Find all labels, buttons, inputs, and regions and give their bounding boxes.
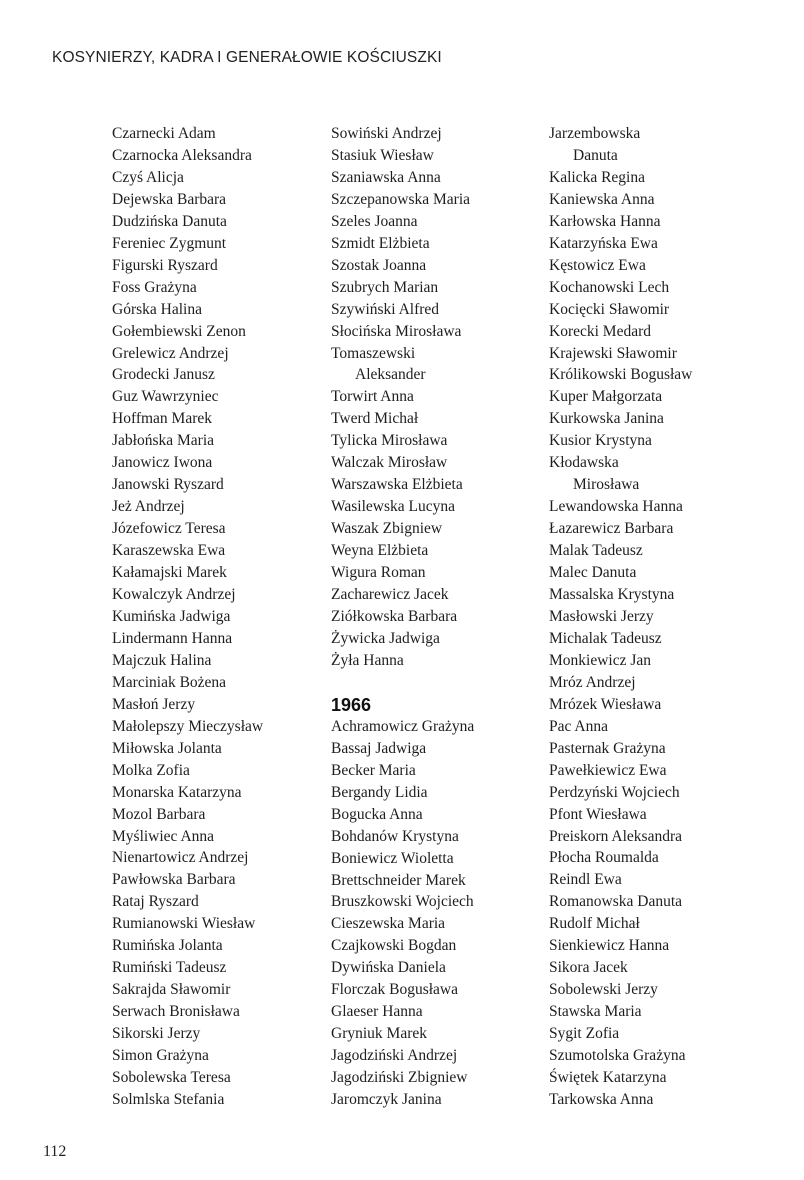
name-entry: Rudolf Michał — [549, 915, 640, 933]
name-entry: Sobolewska Teresa — [112, 1068, 231, 1086]
name-entry: Żywicka Jadwiga — [331, 629, 440, 647]
name-entry: Walczak Mirosław — [331, 454, 448, 472]
name-entry: Czarnocka Aleksandra — [112, 146, 252, 164]
name-entry: Majczuk Halina — [112, 651, 212, 669]
name-entry: Brettschneider Marek — [331, 871, 466, 889]
name-entry: Szostak Joanna — [331, 256, 427, 274]
name-column-3 — [549, 123, 769, 1111]
name-entry: Szywiński Alfred — [331, 300, 440, 318]
name-entry: Serwach Bronisława — [112, 1003, 240, 1021]
name-entry: Cieszewska Maria — [331, 915, 446, 933]
name-entry: Guz Wawrzyniec — [112, 388, 219, 406]
name-entry: Pawłowska Barbara — [112, 871, 236, 889]
name-entry: Kusior Krystyna — [549, 432, 652, 450]
name-entry: Perdzyński Wojciech — [549, 783, 680, 801]
name-entry: Solmlska Stefania — [112, 1090, 225, 1108]
name-entry: Monkiewicz Jan — [549, 651, 652, 669]
name-entry: Józefowicz Teresa — [112, 520, 226, 538]
name-entry: Szumotolska Grażyna — [549, 1047, 686, 1065]
name-entry-continuation: Aleksander — [355, 366, 426, 384]
name-entry: Sygit Zofia — [549, 1025, 620, 1043]
name-column-1 — [112, 123, 312, 1111]
name-entry: Żyła Hanna — [331, 651, 404, 669]
name-entry: Grodecki Janusz — [112, 366, 215, 384]
name-entry: Łazarewicz Barbara — [549, 520, 674, 538]
name-entry: Glaeser Hanna — [331, 1003, 423, 1021]
name-entry: Ziółkowska Barbara — [331, 607, 458, 625]
name-entry: Molka Zofia — [112, 761, 190, 779]
name-entry: Sikora Jacek — [549, 959, 628, 977]
name-entry: Pfont Wiesława — [549, 805, 647, 823]
name-entry: Tarkowska Anna — [549, 1090, 654, 1108]
name-entry: Tomaszewski — [331, 344, 416, 362]
name-entry: Nienartowicz Andrzej — [112, 849, 249, 867]
name-entry: Warszawska Elżbieta — [331, 476, 463, 494]
name-entry: Czajkowski Bogdan — [331, 937, 457, 955]
name-entry: Sienkiewicz Hanna — [549, 937, 670, 955]
name-entry: Michalak Tadeusz — [549, 629, 662, 647]
name-entry: Kęstowicz Ewa — [549, 256, 646, 274]
name-entry: Miłowska Jolanta — [112, 739, 222, 757]
name-entry: Kaniewska Anna — [549, 190, 655, 208]
year-heading: 1966 — [331, 694, 372, 715]
name-entry: Sikorski Jerzy — [112, 1025, 201, 1043]
name-entry: Stasiuk Wiesław — [331, 146, 434, 164]
name-entry: Malec Danuta — [549, 564, 637, 582]
name-entry: Fereniec Zygmunt — [112, 234, 227, 252]
name-entry: Masłowski Jerzy — [549, 607, 654, 625]
name-entry: Jarzembowska — [549, 125, 641, 142]
name-entry: Wasilewska Lucyna — [331, 498, 455, 516]
name-entry: Szaniawska Anna — [331, 168, 441, 186]
name-entry: Simon Grażyna — [112, 1047, 209, 1065]
name-entry: Gołembiewski Zenon — [112, 322, 246, 340]
name-entry: Achramowicz Grażyna — [331, 717, 475, 735]
name-entry: Boniewicz Wioletta — [331, 849, 454, 867]
running-header: KOSYNIERZY, KADRA I GENERAŁOWIE KOŚCIUSZKI — [52, 49, 442, 66]
name-entry: Mrózek Wiesława — [549, 695, 662, 713]
name-entry: Stawska Maria — [549, 1003, 642, 1021]
name-entry: Figurski Ryszard — [112, 256, 218, 274]
name-entry: Hoffman Marek — [112, 410, 213, 428]
name-entry: Jagodziński Zbigniew — [331, 1069, 468, 1087]
name-entry: Kurkowska Janina — [549, 410, 664, 428]
name-entry: Szczepanowska Maria — [331, 190, 471, 208]
name-entry: Twerd Michał — [331, 410, 419, 428]
name-entry: Rumianowski Wiesław — [112, 915, 256, 933]
name-entry: Malak Tadeusz — [549, 542, 643, 560]
name-entry: Bergandy Lidia — [331, 783, 428, 801]
name-entry: Kałamajski Marek — [112, 564, 227, 582]
page-number: 112 — [43, 1143, 67, 1160]
name-entry: Torwirt Anna — [331, 388, 414, 406]
name-entry: Bruszkowski Wojciech — [331, 893, 474, 911]
name-entry: Dudzińska Danuta — [112, 212, 227, 230]
name-entry: Reindl Ewa — [549, 871, 622, 889]
name-entry: Preiskorn Aleksandra — [549, 827, 683, 845]
name-entry: Foss Grażyna — [112, 278, 197, 296]
name-entry: Kumińska Jadwiga — [112, 607, 231, 625]
name-entry: Górska Halina — [112, 300, 202, 318]
name-entry: Florczak Bogusława — [331, 981, 458, 999]
name-entry: Szubrych Marian — [331, 278, 439, 296]
name-entry: Grelewicz Andrzej — [112, 344, 229, 362]
name-entry: Pac Anna — [549, 717, 608, 735]
name-entry: Królikowski Bogusław — [549, 366, 693, 384]
name-entry: Dywińska Daniela — [331, 959, 446, 977]
name-entry: Jeż Andrzej — [112, 498, 185, 516]
name-entry: Marciniak Bożena — [112, 673, 227, 691]
name-list-continued — [331, 123, 531, 672]
name-entry: Becker Maria — [331, 761, 416, 779]
name-entry: Czarnecki Adam — [112, 125, 216, 142]
name-entry: Krajewski Sławomir — [549, 344, 677, 362]
name-entry: Sowiński Andrzej — [331, 125, 442, 142]
name-entry: Dejewska Barbara — [112, 190, 227, 208]
name-entry: Małolepszy Mieczysław — [112, 717, 264, 735]
name-entry: Rataj Ryszard — [112, 893, 199, 911]
name-entry: Rumińska Jolanta — [112, 937, 223, 955]
name-list-1966 — [331, 716, 531, 1111]
name-entry: Lewandowska Hanna — [549, 498, 683, 516]
name-entry: Sakrajda Sławomir — [112, 981, 231, 999]
name-entry: Rumiński Tadeusz — [112, 959, 227, 977]
name-entry: Szmidt Elżbieta — [331, 234, 430, 252]
name-entry: Bogucka Anna — [331, 805, 423, 823]
name-entry: Czyś Alicja — [112, 168, 184, 186]
name-entry: Wigura Roman — [331, 564, 426, 582]
name-entry-continuation: Mirosława — [573, 476, 640, 494]
name-entry: Masłoń Jerzy — [112, 695, 196, 713]
name-entry: Kalicka Regina — [549, 168, 645, 186]
name-entry: Janowski Ryszard — [112, 476, 224, 494]
name-entry: Katarzyńska Ewa — [549, 234, 658, 252]
name-entry: Jagodziński Andrzej — [331, 1047, 458, 1065]
name-column-2 — [331, 123, 531, 1111]
name-entry: Kochanowski Lech — [549, 278, 670, 296]
name-entry: Płocha Roumalda — [549, 849, 659, 867]
name-entry: Romanowska Danuta — [549, 893, 683, 911]
name-entry: Bassaj Jadwiga — [331, 739, 427, 757]
name-entry: Jabłońska Maria — [112, 432, 215, 450]
name-entry: Korecki Medard — [549, 322, 651, 340]
name-entry: Świętek Katarzyna — [549, 1068, 667, 1086]
name-entry: Gryniuk Marek — [331, 1025, 427, 1043]
name-entry: Myśliwiec Anna — [112, 827, 215, 845]
name-entry: Kłodawska — [549, 454, 619, 472]
name-entry: Mozol Barbara — [112, 805, 206, 823]
name-entry: Janowicz Iwona — [112, 454, 213, 472]
name-entry-continuation: Danuta — [573, 146, 618, 164]
name-entry: Tylicka Mirosława — [331, 432, 448, 450]
name-entry: Bohdanów Krystyna — [331, 827, 459, 845]
name-entry: Pasternak Grażyna — [549, 739, 666, 757]
name-entry: Mróz Andrzej — [549, 673, 636, 691]
name-entry: Kuper Małgorzata — [549, 388, 663, 406]
name-entry: Monarska Katarzyna — [112, 783, 242, 801]
name-entry: Jaromczyk Janina — [331, 1091, 442, 1109]
name-entry: Pawełkiewicz Ewa — [549, 761, 667, 779]
name-entry: Kocięcki Sławomir — [549, 300, 670, 318]
name-entry: Sobolewski Jerzy — [549, 981, 658, 999]
name-entry: Karłowska Hanna — [549, 212, 661, 230]
name-entry: Massalska Krystyna — [549, 586, 675, 604]
name-entry: Kowalczyk Andrzej — [112, 586, 236, 604]
name-entry: Weyna Elżbieta — [331, 542, 429, 560]
name-entry: Szeles Joanna — [331, 212, 418, 230]
name-entry: Słocińska Mirosława — [331, 322, 462, 340]
name-entry: Waszak Zbigniew — [331, 520, 443, 538]
name-entry: Zacharewicz Jacek — [331, 586, 449, 604]
name-entry: Karaszewska Ewa — [112, 542, 226, 560]
name-entry: Lindermann Hanna — [112, 629, 233, 647]
